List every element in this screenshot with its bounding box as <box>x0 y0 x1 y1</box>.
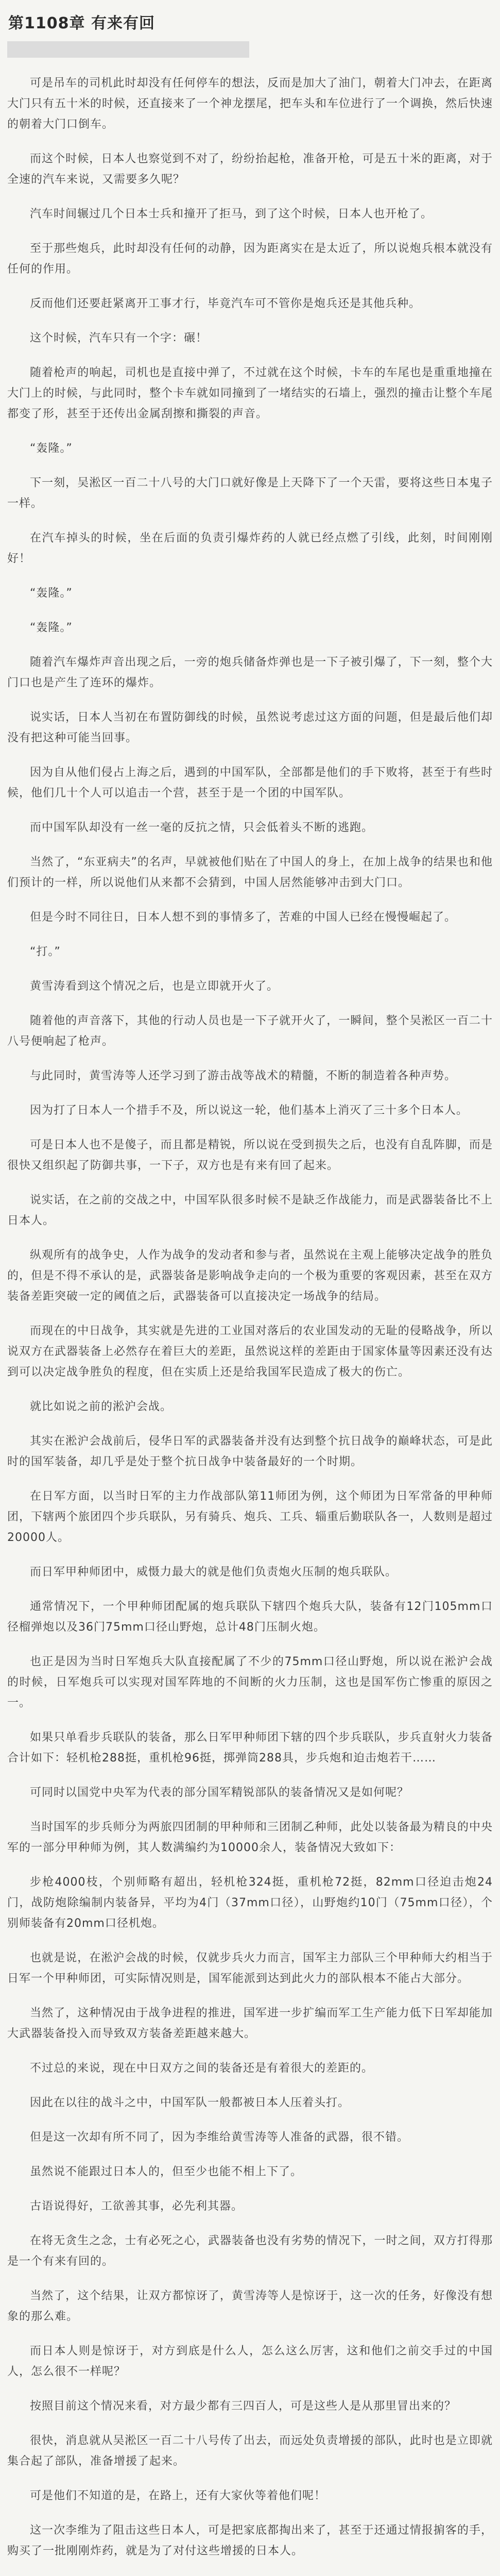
paragraph: 但是今时不同往日，日本人想不到的事情多了，苦难的中国人已经在慢慢崛起了。 <box>30 911 457 924</box>
paragraph: 很快，消息就从吴淞区一百二十八号传了出去，而远处负责增援的部队，此时也是立即就集合起了部队，准备增援了起来。 <box>7 2434 493 2468</box>
paragraph: 当然了，“东亚病夫”的名声，早就被他们贴在了中国人的身上，在加上战争的结果也和他们预计的一样，所以说他们从来都不会猜到，中国人居然能够冲击到大门口。 <box>7 856 493 889</box>
paragraph: 黄雪涛看到这个情况之后，也是立即就开火了。 <box>30 980 279 993</box>
paragraph: 虽然说不能跟过日本人的，但至少也能不相上下了。 <box>30 2165 303 2178</box>
paragraph: 因此在以往的战斗之中，中国军队一般都被日本人压着头打。 <box>30 2096 350 2109</box>
paragraph: 纵观所有的战争史，人作为战争的发动者和参与者，虽然说在主观上能够决定战争的胜负的，但是不得不承认的是，武器装备是影响战争走向的一个极为重要的客观因素，甚至在双方装备差距突破一定的阈值之后，武器装备可以直接决定一场战争的结局。 <box>7 1249 493 1303</box>
chapter-title: 第1108章 有来有回 <box>8 14 155 32</box>
paragraph: 在将无贪生之念，士有必死之心，武器装备也没有劣势的情况下，一时之间，双方打得那是一个有来有回的。 <box>7 2234 493 2268</box>
paragraph: 而现在的中日战争，其实就是先进的工业国对落后的农业国发动的无耻的侵略战争，所以说双方在武器装备上必然存在着巨大的差距，虽然说这样的差距由于国家体量等因素还没有达到可以决定战争胜负的程度，但在实质上还是给我国军民造成了极大的伤亡。 <box>7 1325 493 1379</box>
paragraph: 也就是说，在淞沪会战的时候，仅就步兵火力而言，国军主力部队三个甲种师大约相当于日军一个甲种师团，可实际情况则是，国军能派到达到此火力的部队根本不能占大部分。 <box>7 1952 493 1985</box>
paragraph: 反而他们还要赶紧离开工事才行，毕竟汽车可不管你是炮兵还是其他兵种。 <box>30 297 421 310</box>
paragraph: 当然了，这个结果，让双方都惊讶了，黄雪涛等人是惊讶于，这一次的任务，好像没有想象的那么难。 <box>7 2290 493 2323</box>
paragraph: 这个时候，汽车只有一个字：碾！ <box>30 332 208 345</box>
paragraph: 步枪4000枝，个别师略有超出，轻机枪324挺，重机枪72挺，82mm口径迫击炮24门，战防炮除编制内装备异，平均为4门（37mm口径），山野炮约10门（75mm口径），个别师装备有20mm口径机炮。 <box>7 1876 493 1930</box>
paragraph: 至于那些炮兵，此时却没有任何的动静，因为距离实在是太近了，所以说炮兵根本就没有任何的作用。 <box>7 242 493 276</box>
paragraph: 随着枪声的响起，司机也是直接中弹了，不过就在这个时候，卡车的车尾也是重重地撞在大门上的时候，与此同时，整个卡车就如同撞到了一堵结实的石墙上，强烈的撞击让整个车尾都变了形，甚至于还传出金属刮擦和撕裂的声音。 <box>7 366 493 420</box>
paragraph: 不过总的来说，现在中日双方之间的装备还是有着很大的差距的。 <box>30 2062 374 2075</box>
paragraph: 可同时以国党中央军为代表的部分国军精锐部队的装备情况又是如何呢？ <box>30 1786 409 1799</box>
paragraph: 与此同时，黄雪涛等人还学习到了游击战等战术的精髓，不断的制造着各种声势。 <box>30 1070 457 1082</box>
paragraph: 而这个时候，日本人也察觉到不对了，纷纷抬起枪，准备开枪，可是五十米的距离，对于全速的汽车来说，又需要多久呢？ <box>7 152 493 186</box>
paragraph: 这一次李维为了阻击这些日本人，可是把家底都掏出来了，甚至于还通过情报掮客的手，购买了一批刚刚炸药，就是为了对付这些增援的日本人。 <box>7 2524 493 2557</box>
paragraph: 如果只单看步兵联队的装备，那么日军甲种师团下辖的四个步兵联队，步兵直射火力装备合计如下：轻机枪288挺，重机枪96挺，掷弹筒288具，步兵炮和迫击炮若干…… <box>7 1731 493 1765</box>
paragraph: 其实在淞沪会战前后，侵华日军的武器装备并没有达到整个抗日战争的巅峰状态，可是此时的国军装备，却几乎是处于整个抗日战争中装备最好的一个时期。 <box>7 1435 493 1468</box>
paragraph: “轰隆。” <box>30 621 73 634</box>
paragraph: 古语说得好，工欲善其事，必先利其器。 <box>30 2200 244 2213</box>
paragraph: 而日军甲种师团中，威慑力最大的就是他们负责炮火压制的炮兵联队。 <box>30 1566 398 1579</box>
paragraph: 但是这一次却有所不同了，因为李维给黄雪涛等人准备的武器，很不错。 <box>30 2131 409 2144</box>
paragraph: 就比如说之前的淞沪会战。 <box>30 1400 173 1413</box>
chapter-content <box>7 73 493 2576</box>
paragraph: 通常情况下，一个甲种师团配属的炮兵联队下辖四个炮兵大队，装备有12门105mm口径榴弹炮以及36门75mm口径山野炮，总计48门压制火炮。 <box>7 1600 493 1634</box>
paragraph: 在汽车掉头的时候，坐在后面的负责引爆炸药的人就已经点燃了引线，此刻，时间刚刚好！ <box>7 532 493 565</box>
paragraph: “打。” <box>30 945 61 958</box>
paragraph: 因为自从他们侵占上海之后，遇到的中国军队，全部都是他们的手下败将，甚至于有些时候，他们几十个人可以追击一个营，甚至于是一个团的中国军队。 <box>7 766 493 800</box>
paragraph: 当然了，这种情况由于战争进程的推进，国军进一步扩编而军工生产能力低下日军却能加大武器装备投入而导致双方装备差距越来越大。 <box>7 2007 493 2040</box>
paragraph: 下一刻，吴淞区一百二十八号的大门口就好像是上天降下了一个天雷，要将这些日本鬼子一样。 <box>7 477 493 510</box>
paragraph: 随着他的声音落下，其他的行动人员也是一下子就开火了，一瞬间，整个吴淞区一百二十八号便响起了枪声。 <box>7 1014 493 1048</box>
paragraph: 可是吊车的司机此时却没有任何停车的想法，反而是加大了油门，朝着大门冲去，在距离大门只有五十米的时候，还直接来了一个神龙摆尾，把车头和车位进行了一个调换，然后快速的朝着大门口倒车。 <box>7 77 493 131</box>
paragraph: 当时国军的步兵师分为两旅四团制的甲种师和三团制乙种师，此处以装备最为精良的中央军的一部分甲种师为例，其人数满编约为10000余人，装备情况大致如下： <box>7 1821 493 1854</box>
paragraph: 随着汽车爆炸声音出现之后，一旁的炮兵储备炸弹也是一下子被引爆了，下一刻，整个大门口也是产生了连环的爆炸。 <box>7 656 493 689</box>
paragraph: 按照目前这个情况来看，对方最少都有三四百人，可是这些人是从那里冒出来的？ <box>30 2400 457 2413</box>
paragraph: 说实话，在之前的交战之中，中国军队很多时候不是缺乏作战能力，而是武器装备比不上日本人。 <box>7 1194 493 1227</box>
paragraph: 可是日本人也不是傻子，而且都是精锐，所以说在受到损失之后，也没有自乱阵脚，而是很快又组织起了防御共事，一下子，双方也是有来有回了起来。 <box>7 1139 493 1172</box>
paragraph: 也正是因为当时日军炮兵大队直接配属了不少的75mm口径山野炮，所以说在淞沪会战的时候，日军炮兵可以实现对国军阵地的不间断的火力压制，这也是国军伤亡惨重的原因之一。 <box>7 1655 493 1709</box>
paragraph: 说实话，日本人当初在布置防御线的时候，虽然说考虑过这方面的问题，但是最后他们却没有把这种可能当回事。 <box>7 711 493 744</box>
paragraph: “轰隆。” <box>30 587 73 600</box>
paragraph: 而日本人则是惊讶于，对方到底是什么人，怎么这么厉害，这和他们之前交手过的中国人，怎么很不一样呢？ <box>7 2345 493 2378</box>
paragraph: “轰隆。” <box>30 442 73 455</box>
paragraph: 可是他们不知道的是，在路上，还有大家伙等着他们呢！ <box>30 2489 326 2502</box>
title-underline-bar <box>7 41 249 58</box>
paragraph: 因为打了日本人一个措手不及，所以说这一轮，他们基本上消灭了三十多个日本人。 <box>30 1104 469 1117</box>
paragraph: 在日军方面，以当时日军的主力作战部队第11师团为例，这个师团为日军常备的甲种师团，下辖两个旅团四个步兵联队，另有骑兵、炮兵、工兵、辎重后勤联队各一，人数则是超过20000人。 <box>7 1490 493 1544</box>
paragraph: 汽车时间辗过几个日本士兵和撞开了拒马，到了这个时候，日本人也开枪了。 <box>30 208 433 221</box>
paragraph <box>7 2575 493 2576</box>
paragraph: 而中国军队却没有一丝一毫的反抗之情，只会低着头不断的逃跑。 <box>30 821 374 834</box>
